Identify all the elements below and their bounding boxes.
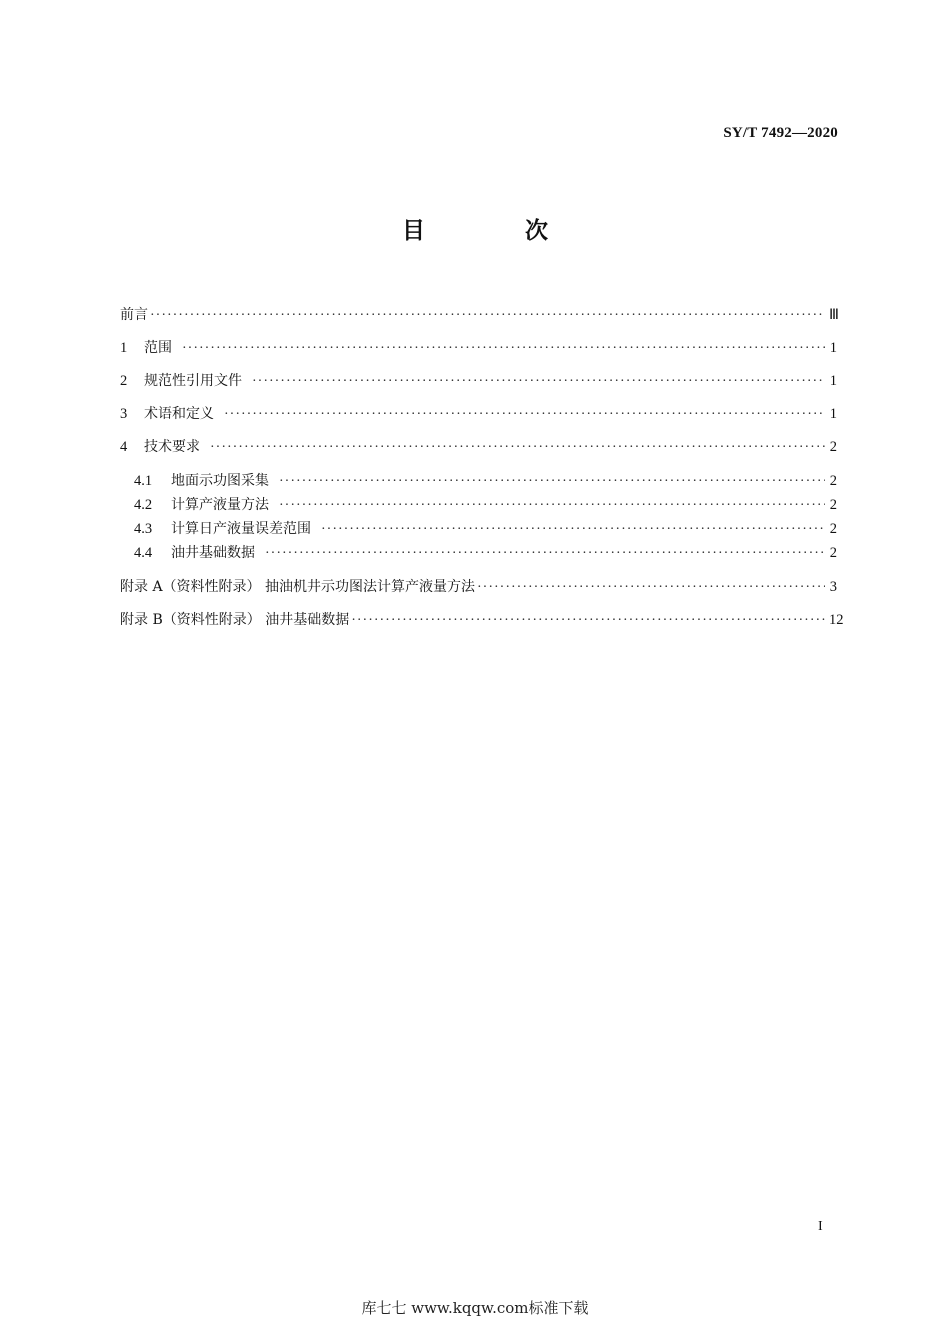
toc-entry-4-4[interactable] <box>120 542 837 562</box>
toc-entry-number: 4.2 <box>134 497 153 513</box>
toc-entry-page: 2 <box>829 439 837 455</box>
toc-entry-label: 范围 <box>144 340 172 356</box>
toc-entry-page: 1 <box>829 373 837 389</box>
toc-entry-label: 术语和定义 <box>144 406 214 422</box>
toc-entry-page: 2 <box>829 521 837 537</box>
toc-entry-page: 2 <box>829 545 837 561</box>
toc-entry-terms[interactable] <box>120 403 837 423</box>
toc-entry-appendix-b[interactable] <box>120 609 844 629</box>
toc-entry-page: Ⅲ <box>829 307 839 323</box>
toc-entry-label: 规范性引用文件 <box>144 373 242 389</box>
toc-leader-dots <box>351 613 825 629</box>
page-title: 目 次 <box>401 218 594 244</box>
toc-entry-4-3[interactable] <box>120 518 837 538</box>
footer-watermark-text: 库七七 www.kqqw.com标准下载 <box>361 1299 589 1317</box>
toc-entry-label: 油井基础数据 <box>171 545 255 561</box>
toc-entry-label: 地面示功图采集 <box>171 473 269 489</box>
toc-entry-4-2[interactable] <box>120 494 837 514</box>
toc-entry-label: 前言 <box>120 307 148 323</box>
toc-entry-4-1[interactable] <box>120 470 837 490</box>
toc-entry-page: 3 <box>829 579 837 595</box>
toc-entry-number: 1 <box>120 340 128 356</box>
toc-entry-foreword[interactable] <box>120 304 837 324</box>
toc-leader-dots <box>477 580 825 596</box>
toc-leader-dots <box>224 407 825 423</box>
toc-entry-appendix-a[interactable] <box>120 576 837 596</box>
toc-entry-label: 附录 A（资料性附录） 抽油机井示功图法计算产液量方法 <box>120 579 476 595</box>
toc-leader-dots <box>265 546 825 562</box>
toc-entry-page: 2 <box>829 497 837 513</box>
page-number: I <box>818 1219 823 1234</box>
standard-code: SY/T 7492—2020 <box>723 125 838 141</box>
toc-entry-label: 计算日产液量误差范围 <box>171 521 311 537</box>
toc-leader-dots <box>182 341 825 357</box>
toc-leader-dots <box>321 522 825 538</box>
toc-entry-page: 12 <box>829 612 844 628</box>
toc-entry-number: 4.1 <box>134 473 153 489</box>
toc-entry-label: 计算产液量方法 <box>171 497 269 513</box>
toc-leader-dots <box>150 308 825 324</box>
toc-entry-number: 4.3 <box>134 521 153 537</box>
toc-entry-page: 2 <box>829 473 837 489</box>
toc-entry-page: 1 <box>829 406 837 422</box>
toc-entry-label: 技术要求 <box>144 439 200 455</box>
toc-leader-dots <box>252 374 825 390</box>
toc-leader-dots <box>210 440 825 456</box>
toc-entry-number: 4.4 <box>134 545 153 561</box>
toc-entry-number: 4 <box>120 439 128 455</box>
toc-leader-dots <box>279 498 825 514</box>
toc-entry-scope[interactable] <box>120 337 837 357</box>
toc-entry-technical-requirements[interactable] <box>120 436 837 456</box>
toc-leader-dots <box>279 474 825 490</box>
toc-entry-number: 3 <box>120 406 128 422</box>
toc-entry-label: 附录 B（资料性附录） 油井基础数据 <box>120 612 350 628</box>
toc-entry-page: 1 <box>829 340 837 356</box>
toc-entry-normative-references[interactable] <box>120 370 837 390</box>
toc-entry-number: 2 <box>120 373 128 389</box>
